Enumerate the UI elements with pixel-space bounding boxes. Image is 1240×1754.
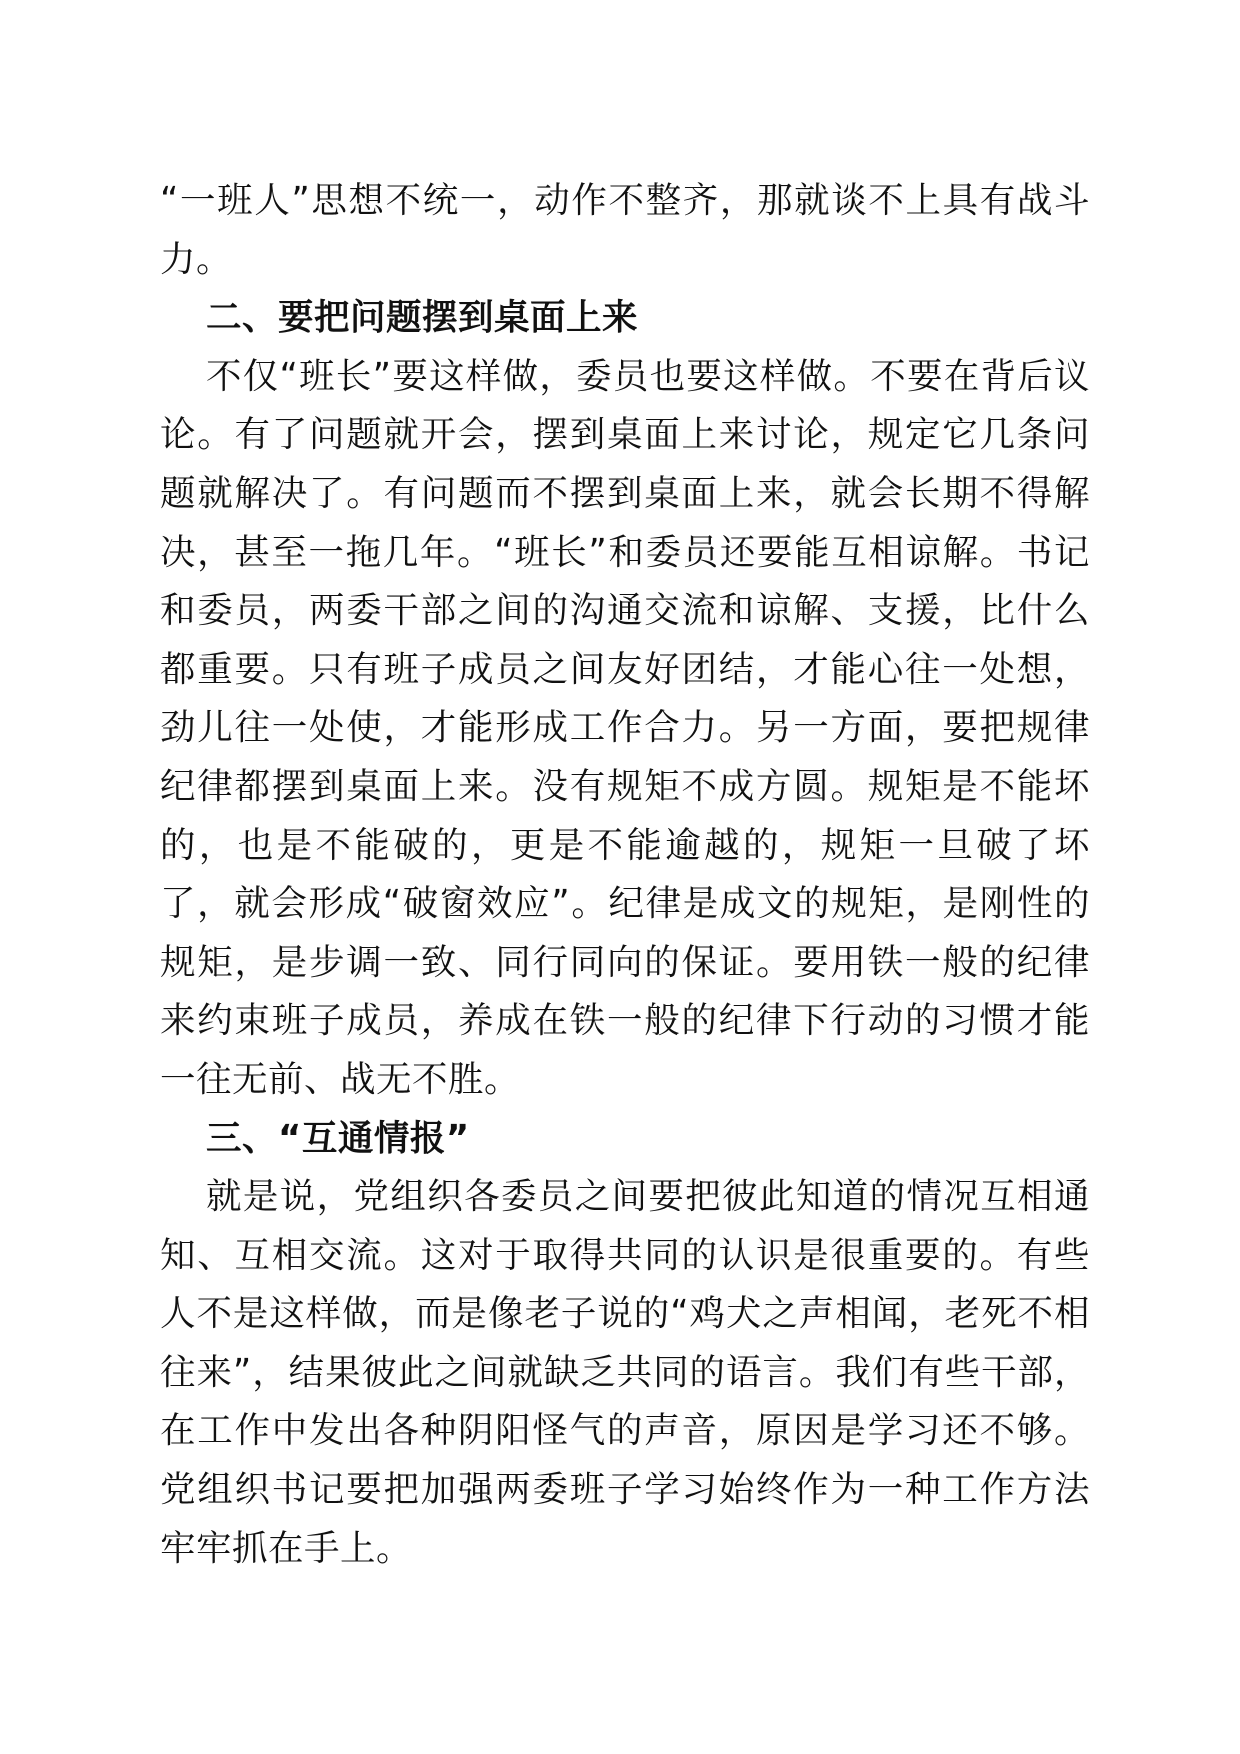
paragraph-intro: “一班人”思想不统一，动作不整齐，那就谈不上具有战斗力。: [160, 180, 1090, 280]
section-heading-3: 三、“互通情报”: [206, 1117, 470, 1159]
section-heading-2: 二、要把问题摆到桌面上来: [206, 297, 639, 339]
document-body: [160, 172, 1090, 1578]
paragraph-section-2: 不仅“班长”要这样做，委员也要这样做。不要在背后议论。有了问题就开会，摆到桌面上来讨论，规定它几条问题就解决了。有问题而不摆到桌面上来，就会长期不得解决，甚至一拖几年。“班长”和委员还要能互相谅解。书记和委员，两委干部之间的沟通交流和谅解、支援，比什么都重要。只有班子成员之间友好团结，才能心往一处想，劲儿往一处使，才能形成工作合力。另一方面，要把规律纪律都摆到桌面上来。没有规矩不成方圆。规矩是不能坏的，也是不能破的，更是不能逾越的，规矩一旦破了坏了，就会形成“破窗效应”。纪律是成文的规矩，是刚性的规矩，是步调一致、同行同向的保证。要用铁一般的纪律来约束班子成员，养成在铁一般的纪律下行动的习惯才能一往无前、战无不胜。: [160, 355, 1090, 1100]
paragraph-section-3: 就是说，党组织各委员之间要把彼此知道的情况互相通知、互相交流。这对于取得共同的认识是很重要的。有些人不是这样做，而是像老子说的“鸡犬之声相闻，老死不相往来”，结果彼此之间就缺乏共同的语言。我们有些干部，在工作中发出各种阴阳怪气的声音，原因是学习还不够。党组织书记要把加强两委班子学习始终作为一种工作方法牢牢抓在手上。: [160, 1176, 1090, 1569]
